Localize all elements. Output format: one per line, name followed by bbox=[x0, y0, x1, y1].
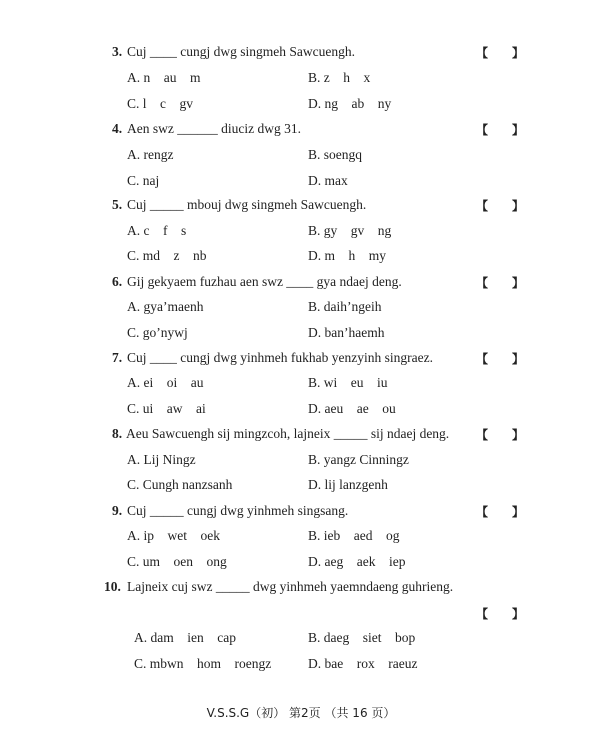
option-b[interactable]: B. soengq bbox=[308, 147, 362, 162]
question-text: Aeu Sawcuengh sij mingzcoh, lajneix _____ sij ndaej deng. bbox=[126, 426, 450, 441]
question-text: Aen swz ______ diuciz dwg 31. bbox=[127, 121, 301, 136]
question-4 bbox=[0, 121, 602, 141]
question-7 bbox=[0, 350, 602, 370]
question-9 bbox=[0, 503, 602, 523]
option-c[interactable]: C. Cungh nanzsanh bbox=[127, 477, 233, 492]
question-3 bbox=[0, 44, 602, 64]
answer-bracket[interactable]: 【 】 bbox=[476, 123, 525, 137]
question-number: 8. bbox=[112, 426, 123, 441]
option-d[interactable]: D. max bbox=[308, 173, 348, 188]
question-number: 6. bbox=[112, 274, 123, 289]
answer-bracket[interactable]: 【 】 bbox=[476, 505, 525, 519]
option-c[interactable]: C. go’nywj bbox=[127, 325, 188, 340]
option-a[interactable]: A. n au m bbox=[127, 70, 201, 85]
option-d[interactable]: D. bae rox raeuz bbox=[308, 656, 418, 671]
answer-bracket[interactable]: 【 】 bbox=[476, 352, 525, 366]
option-a[interactable]: A. ei oi au bbox=[127, 375, 204, 390]
question-text: Cuj _____ mbouj dwg singmeh Sawcuengh. bbox=[127, 197, 367, 212]
option-d[interactable]: D. aeg aek iep bbox=[308, 554, 406, 569]
option-a[interactable]: A. c f s bbox=[127, 223, 187, 238]
option-d[interactable]: D. ban’haemh bbox=[308, 325, 385, 340]
option-d[interactable]: D. ng ab ny bbox=[308, 96, 392, 111]
option-a[interactable]: A. ip wet oek bbox=[127, 528, 220, 543]
option-b[interactable]: B. daeg siet bop bbox=[308, 630, 416, 645]
question-text: Cuj _____ cungj dwg yinhmeh singsang. bbox=[127, 503, 349, 518]
option-a[interactable]: A. Lij Ningz bbox=[127, 452, 196, 467]
option-c[interactable]: C. ui aw ai bbox=[127, 401, 206, 416]
option-c[interactable]: C. l c gv bbox=[127, 96, 193, 111]
option-b[interactable]: B. z h x bbox=[308, 70, 371, 85]
question-text: Lajneix cuj swz _____ dwg yinhmeh yaemndaeng guhrieng. bbox=[127, 579, 454, 594]
question-number: 3. bbox=[112, 44, 123, 59]
question-10 bbox=[0, 579, 602, 599]
option-b[interactable]: B. yangz Cinningz bbox=[308, 452, 409, 467]
question-6 bbox=[0, 274, 602, 294]
question-number: 7. bbox=[112, 350, 123, 365]
option-b[interactable]: B. ieb aed og bbox=[308, 528, 400, 543]
option-c[interactable]: C. um oen ong bbox=[127, 554, 227, 569]
question-number: 4. bbox=[112, 121, 123, 136]
answer-bracket[interactable]: 【 】 bbox=[476, 276, 525, 290]
option-d[interactable]: D. aeu ae ou bbox=[308, 401, 396, 416]
question-number: 9. bbox=[112, 503, 123, 518]
option-d[interactable]: D. lij lanzgenh bbox=[308, 477, 388, 492]
question-5 bbox=[0, 197, 602, 217]
option-b[interactable]: B. gy gv ng bbox=[308, 223, 392, 238]
question-text: Gij gekyaem fuzhau aen swz ____ gya ndaej deng. bbox=[127, 274, 402, 289]
option-d[interactable]: D. m h my bbox=[308, 248, 387, 263]
option-a[interactable]: A. rengz bbox=[127, 147, 174, 162]
option-a[interactable]: A. gya’maenh bbox=[127, 299, 204, 314]
question-number: 5. bbox=[112, 197, 123, 212]
answer-bracket[interactable]: 【 】 bbox=[476, 46, 525, 60]
question-text: Cuj ____ cungj dwg singmeh Sawcuengh. bbox=[127, 44, 355, 59]
answer-bracket[interactable]: 【 】 bbox=[476, 428, 525, 442]
question-number: 10. bbox=[104, 579, 121, 594]
question-text: Cuj ____ cungj dwg yinhmeh fukhab yenzyinh singraez. bbox=[127, 350, 433, 365]
option-c[interactable]: C. md z nb bbox=[127, 248, 207, 263]
answer-bracket[interactable]: 【 】 bbox=[476, 199, 525, 213]
question-8 bbox=[0, 426, 602, 446]
page-footer: V.S.S.G（初） 第2页 （共 16 页） bbox=[206, 706, 396, 720]
option-c[interactable]: C. naj bbox=[127, 173, 160, 188]
question-10-answer bbox=[0, 605, 602, 625]
option-a[interactable]: A. dam ien cap bbox=[134, 630, 236, 645]
option-b[interactable]: B. wi eu iu bbox=[308, 375, 388, 390]
option-b[interactable]: B. daih’ngeih bbox=[308, 299, 382, 314]
answer-bracket[interactable]: 【 】 bbox=[476, 607, 525, 621]
option-c[interactable]: C. mbwn hom roengz bbox=[134, 656, 272, 671]
